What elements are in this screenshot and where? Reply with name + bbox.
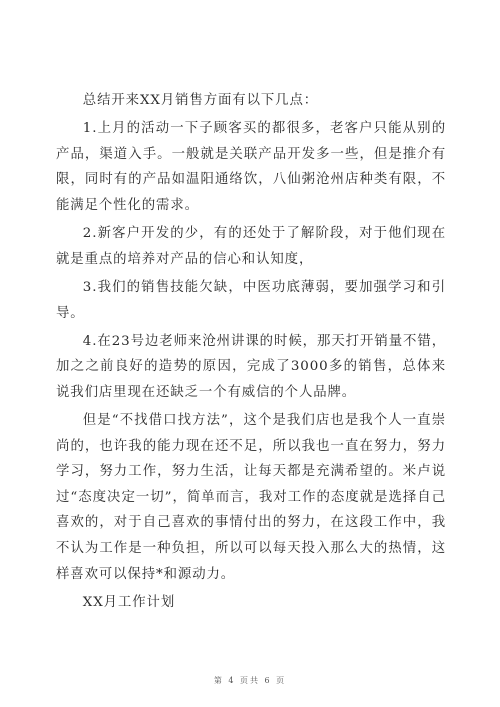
page-number-footer: 第 4 页共 6 页 (213, 676, 287, 685)
paragraph-point-3: 3.我们的销售技能欠缺，中医功底薄弱，要加强学习和引导。 (56, 279, 446, 321)
document-body (56, 88, 446, 615)
paragraph-point-1: 1.上月的活动一下子顾客买的都很多，老客户只能从别的产品，渠道入手。一般就是关联产品开发多一些，但是推介有限，同时有的产品如温阳通络饮，八仙粥沧州店种类有限，不能满足个性化的需求。 (56, 121, 446, 213)
paragraph-attitude: 但是“不找借口找方法”，这个是我们店也是我个人一直崇尚的，也许我的能力现在还不足，所以我也一直在努力，努力学习，努力工作，努力生活，让每天都是充满希望的。米卢说过“态度决定一切”，简单而言，我对工作的态度就是选择自己喜欢的，对于自己喜欢的事情付出的努力，在这段工作中，我不认为工作是一种负担，所以可以每天投入那么大的热情，这样喜欢可以保持*和源动力。 (56, 413, 446, 582)
paragraph-point-2: 2.新客户开发的少，有的还处于了解阶段，对于他们现在就是重点的培养对产品的信心和认知度， (56, 226, 446, 267)
paragraph-point-4: 4.在23号边老师来沧州讲课的时候，那天打开销量不错，加之之前良好的造势的原因，完成了3000多的销售，总体来说我们店里现在还缺乏一个有威信的个人品牌。 (56, 333, 446, 400)
paragraph-summary-intro: 总结开来XX月销售方面有以下几点： (82, 93, 319, 108)
section-heading-work-plan: XX月工作计划 (82, 594, 176, 610)
